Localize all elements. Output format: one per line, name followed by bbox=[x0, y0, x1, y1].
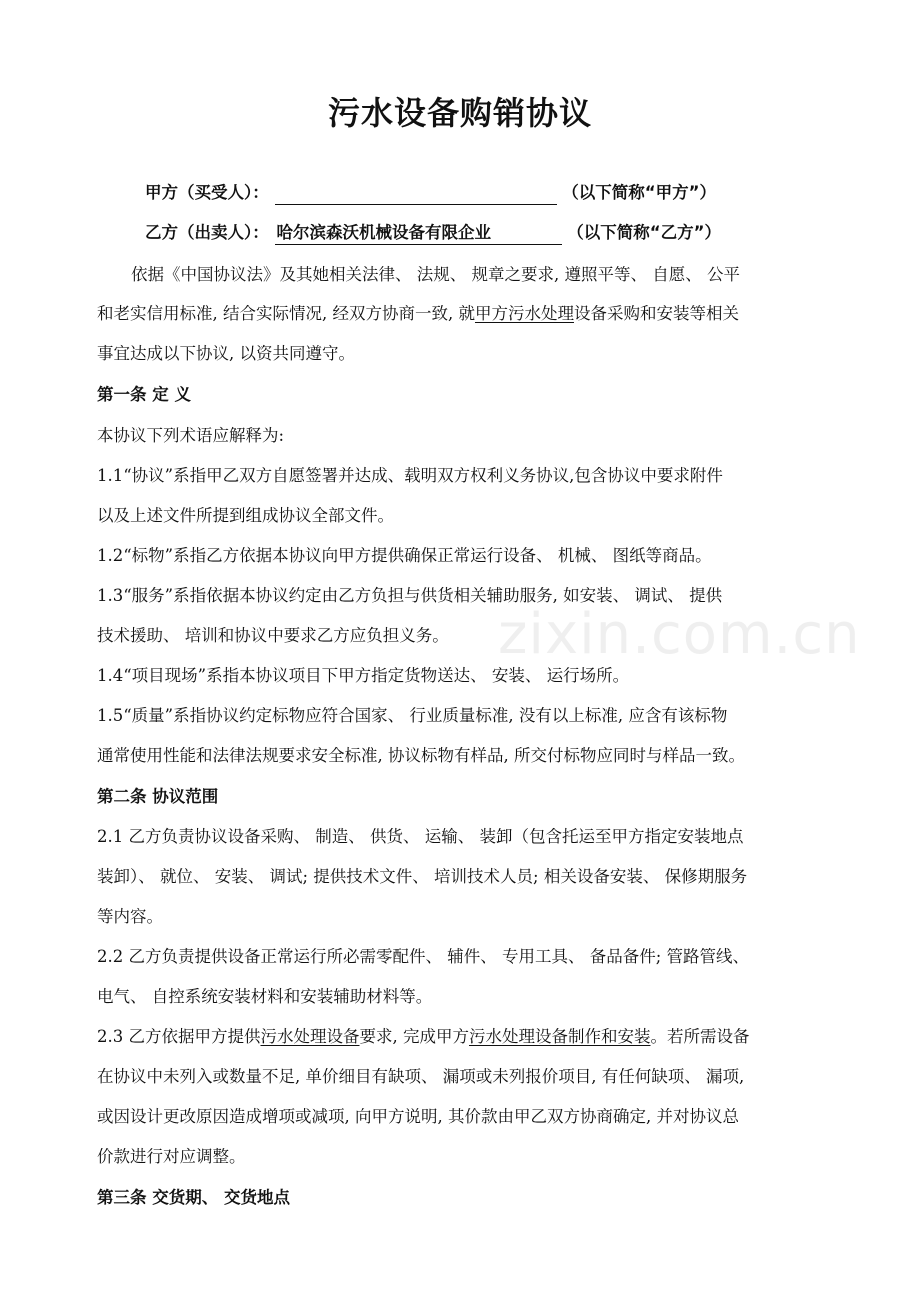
clause-2-3-line-3: 或因设计更改原因造成增项或减项, 向甲方说明, 其价款由甲乙双方协商确定, 并对协议总 bbox=[97, 1107, 739, 1126]
party-a-name-blank bbox=[275, 182, 557, 205]
clause-1-5-line-2: 通常使用性能和法律法规要求安全标准, 协议标物有样品, 所交付标物应同时与样品一致。 bbox=[97, 746, 745, 765]
clause-2-2-line-2: 电气、 自控系统安装材料和安装辅助材料等。 bbox=[97, 987, 433, 1006]
party-a-suffix: （以下简称“甲方”） bbox=[562, 183, 716, 202]
clause-2-3-underlined-2: 污水处理设备制作和安装 bbox=[469, 1027, 651, 1046]
clause-2-3-line-1: 2.3 乙方依据甲方提供污水处理设备要求, 完成甲方污水处理设备制作和安装。若所需设备 bbox=[97, 1027, 750, 1046]
article-3-heading: 第三条 交货期、 交货地点 bbox=[97, 1188, 290, 1207]
clause-2-2-line-1: 2.2 乙方负责提供设备正常运行所必需零配件、 辅件、 专用工具、 备品备件; 管路管线、 bbox=[97, 947, 750, 966]
article-1-lead: 本协议下列术语应解释为: bbox=[97, 426, 285, 445]
party-b-label: 乙方（出卖人）： bbox=[145, 223, 269, 242]
clause-1-1-line-1: 1.1“协议”系指甲乙双方自愿签署并达成、载明双方权利义务协议,包含协议中要求附件 bbox=[97, 466, 723, 485]
clause-1-1-line-2: 以及上述文件所提到组成协议全部文件。 bbox=[97, 506, 394, 525]
clause-1-2: 1.2“标物”系指乙方依据本协议向甲方提供确保正常运行设备、 机械、 图纸等商品。 bbox=[97, 546, 712, 565]
clause-2-1-line-3: 等内容。 bbox=[97, 907, 163, 926]
clause-2-3-underlined-1: 污水处理设备 bbox=[260, 1027, 360, 1046]
clause-1-3-line-2: 技术援助、 培训和协议中要求乙方应负担义务。 bbox=[97, 626, 449, 645]
clause-2-3-line-4: 价款进行对应调整。 bbox=[97, 1147, 246, 1166]
party-b-name: 哈尔滨森沃机械设备有限企业 bbox=[275, 222, 562, 245]
intro-line-2: 和老实信用标准, 结合实际情况, 经双方协商一致, 就甲方污水处理设备采购和安装等相关 bbox=[97, 304, 739, 323]
article-2-heading: 第二条 协议范围 bbox=[97, 787, 219, 806]
party-a-line bbox=[145, 182, 885, 205]
clause-2-3-line-2: 在协议中未列入或数量不足, 单价细目有缺项、 漏项或未列报价项目, 有任何缺项、 漏项, bbox=[97, 1067, 745, 1086]
party-a-label: 甲方（买受人）： bbox=[145, 183, 269, 202]
intro-line-3: 事宜达成以下协议, 以资共同遵守。 bbox=[97, 344, 355, 363]
watermark: zixin.com.cn bbox=[498, 602, 861, 667]
clause-1-5-line-1: 1.5“质量”系指协议约定标物应符合国家、 行业质量标准, 没有以上标准, 应含有该标物 bbox=[97, 706, 728, 725]
clause-2-1-line-1: 2.1 乙方负责协议设备采购、 制造、 供货、 运输、 装卸（包含托运至甲方指定安装地点 bbox=[97, 827, 744, 846]
clause-1-4: 1.4“项目现场”系指本协议项目下甲方指定货物送达、 安装、 运行场所。 bbox=[97, 666, 630, 685]
clause-2-1-line-2: 装卸）、 就位、 安装、 调试; 提供技术文件、 培训技术人员; 相关设备安装、 保修期服务 bbox=[97, 867, 748, 886]
intro-underlined-term: 甲方污水处理 bbox=[474, 304, 574, 323]
party-b-line bbox=[145, 222, 885, 245]
party-b-suffix: （以下简称“乙方”） bbox=[567, 223, 721, 242]
intro-line-1: 依据《中国协议法》及其她相关法律、 法规、 规章之要求, 遵照平等、 自愿、 公平 bbox=[131, 265, 740, 284]
article-1-heading: 第一条 定 义 bbox=[97, 385, 191, 404]
document-title: 污水设备购销协议 bbox=[327, 94, 592, 132]
clause-1-3-line-1: 1.3“服务”系指依据本协议约定由乙方负担与供货相关辅助服务, 如安装、 调试、 提供 bbox=[97, 586, 723, 605]
